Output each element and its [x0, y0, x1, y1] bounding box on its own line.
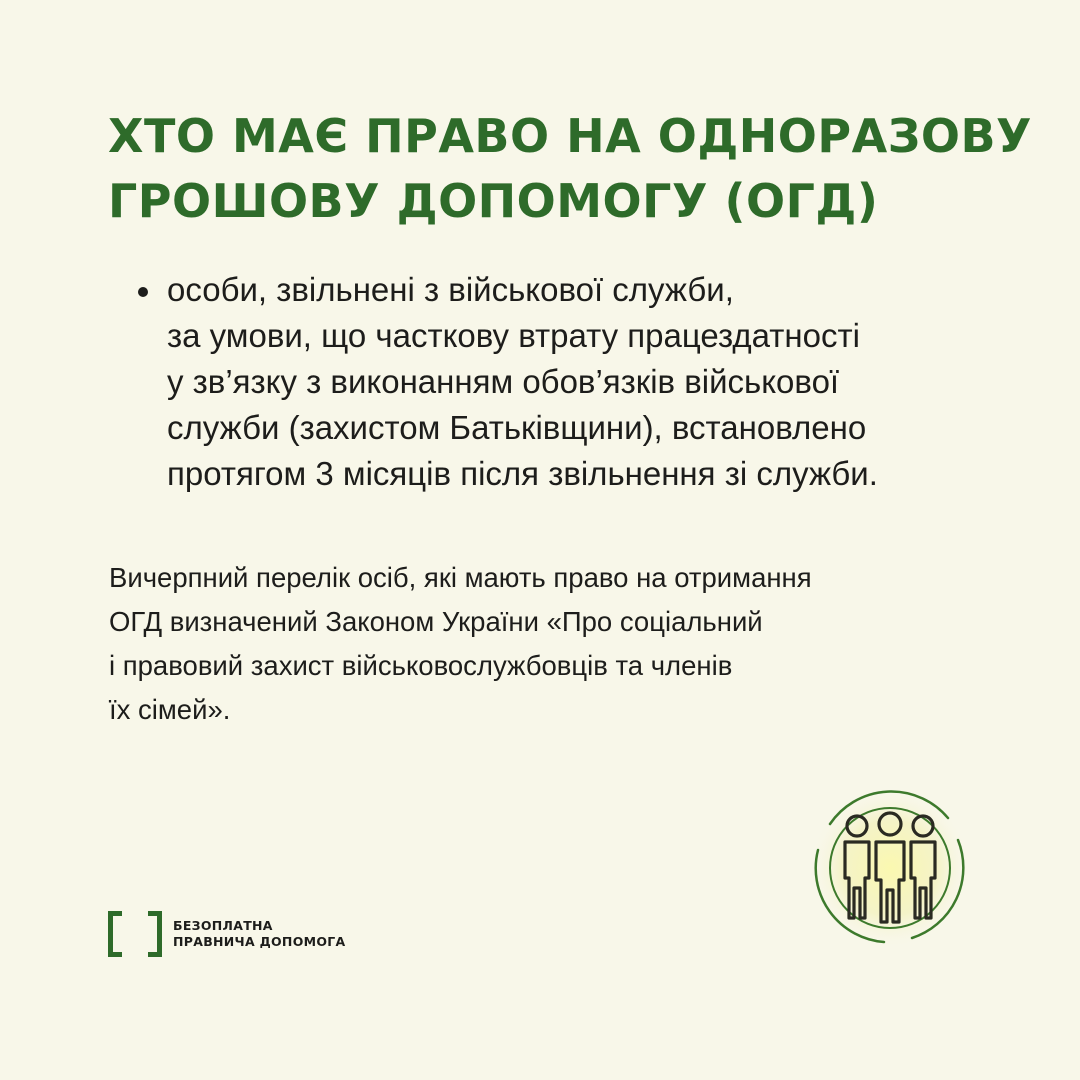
legal-note [109, 556, 1009, 732]
bullet-text-line-5: протягом 3 місяців після звільнення зі служби. [167, 455, 878, 492]
note-line-4: їх сімей». [109, 694, 231, 725]
bracket-logo-icon [108, 911, 162, 957]
bullet-dot-icon [138, 287, 148, 297]
note-line-1: Вичерпний перелік осіб, які мають право на отримання [109, 562, 812, 593]
bullet-text-line-3: у зв’язку з виконанням обов’язків військової [167, 363, 840, 400]
note-line-3: і правовий захист військовослужбовців та членів [109, 650, 733, 681]
bullet-text-line-4: служби (захистом Батьківщини), встановлено [167, 409, 867, 446]
logo-text-line-1: БЕЗОПЛАТНА [173, 918, 273, 933]
title-line-2: ГРОШОВУ ДОПОМОГУ (ОГД) [108, 174, 879, 228]
title-line-1: ХТО МАЄ ПРАВО НА ОДНОРАЗОВУ [108, 109, 1033, 163]
note-line-2: ОГД визначений Законом України «Про соціальний [109, 606, 763, 637]
bullet-text-line-1: особи, звільнені з військової служби, [167, 271, 734, 308]
organization-logo [108, 911, 346, 957]
eligibility-list [138, 267, 1018, 497]
logo-text-line-2: ПРАВНИЧА ДОПОМОГА [173, 934, 346, 949]
people-group-icon [800, 778, 980, 958]
bullet-text-line-2: за умови, що часткову втрату працездатності [167, 317, 860, 354]
page-title [108, 104, 1033, 234]
logo-text [173, 918, 346, 950]
list-item [138, 267, 1018, 497]
